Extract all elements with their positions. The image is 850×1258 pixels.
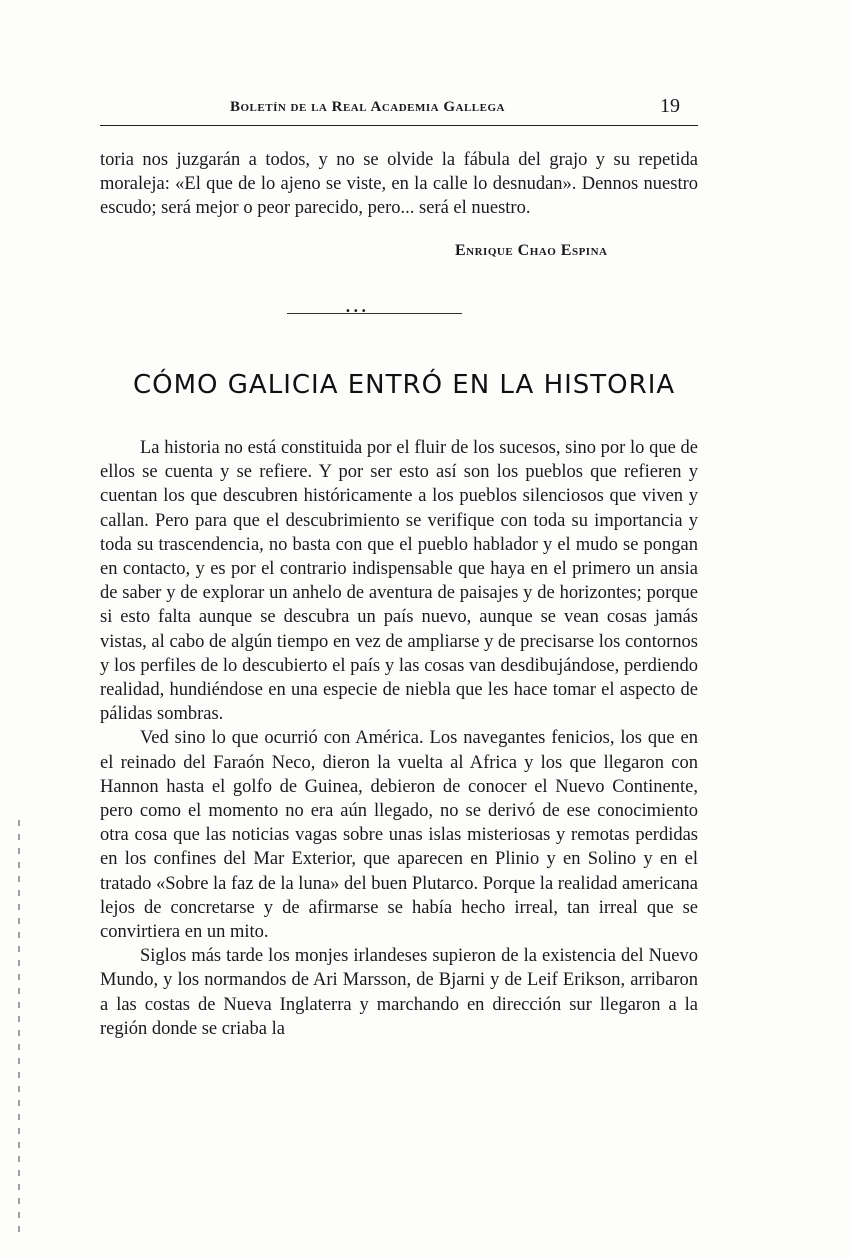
paragraph: Siglos más tarde los monjes irlandeses supieron de la existencia del Nuevo Mundo, y los normandos de Ari Marsson, de Bjarni y de Leif Erikson, arribaron a las costas de Nueva Inglaterra y marchando en dirección sur llegaron a la región donde se criaba la	[100, 946, 698, 1039]
running-header	[100, 95, 698, 126]
divider-ornament: •••	[345, 306, 369, 317]
intro-paragraph: toria nos juzgarán a todos, y no se olvide la fábula del grajo y su repetida moraleja: «El que de lo ajeno se viste, en la calle lo desnudan». Dennos nuestro escudo; será mejor o peor parecido, pero... será el nuestro.	[100, 150, 698, 219]
author-signature: Enrique Chao Espina	[455, 242, 608, 259]
section-divider	[287, 313, 462, 314]
article-body	[100, 436, 698, 1041]
page-number: 19	[660, 95, 680, 117]
previous-article-ending	[100, 148, 698, 221]
article-title: CÓMO GALICIA ENTRÓ EN LA HISTORIA	[133, 370, 676, 400]
scan-edge-mark	[18, 820, 20, 1240]
journal-title: Boletín de la Real Academia Gallega	[230, 99, 505, 115]
paragraph: La historia no está constituida por el fluir de los sucesos, sino por lo que de ellos se cuenta y se refiere. Y por ser esto así son los pueblos que refieren y cuentan los que descubren históricamente a los pueblos silenciosos que viven y callan. Pero para que el descubrimiento se verifique con toda su importancia y toda su trascendencia, no basta con que el pueblo hablador y el mudo se pongan en contacto, y es por el contrario indispensable que haya en el primero un ansia de saber y de explorar un anhelo de aventura de paisajes y de horizontes; porque si esto falta aunque se descubra un país nuevo, aunque se vean cosas jamás vistas, al cabo de algún tiempo en vez de ampliarse y de precisarse los contornos y los perfiles de lo descubierto el país y las cosas van desdibujándose, perdiendo realidad, hundiéndose en una especie de niebla que les hace tomar el aspecto de pálidas sombras.	[100, 438, 698, 725]
paragraph: Ved sino lo que ocurrió con América. Los navegantes fenicios, los que en el reinado del Faraón Neco, dieron la vuelta al Africa y los que llegaron con Hannon hasta el golfo de Guinea, debieron de conocer el Nuevo Continente, pero como el momento no era aún llegado, no se derivó de ese conocimiento otra cosa que las noticias vagas sobre unas islas misteriosas y remotas perdidas en los confines del Mar Exterior, que aparecen en Plinio y en Solino y en el tratado «Sobre la faz de la luna» del buen Plutarco. Porque la realidad americana lejos de concretarse y de afirmarse se había hecho irreal, tan irreal que se convirtiera en un mito.	[100, 728, 698, 943]
